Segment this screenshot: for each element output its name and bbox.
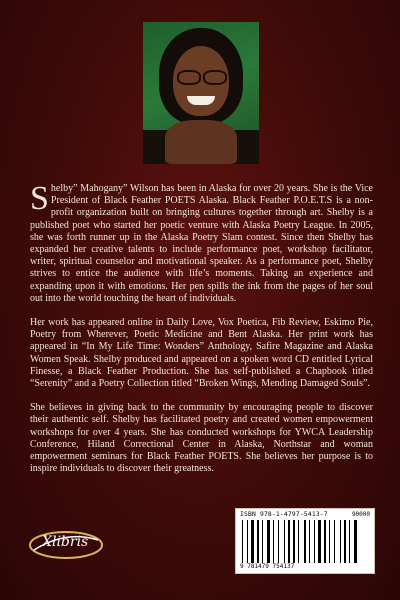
barcode-stripe	[349, 520, 350, 563]
barcode-stripe	[251, 520, 254, 563]
barcode-stripe	[329, 520, 330, 563]
barcode-stripe	[314, 520, 315, 563]
barcode-bars	[242, 520, 368, 563]
drop-cap: S	[30, 180, 49, 217]
barcode-stripe	[267, 520, 270, 563]
author-bio	[30, 180, 373, 487]
photo-hands	[165, 120, 237, 164]
isbn-text: ISBN 978-1-4797-5413-7	[240, 511, 328, 518]
bio-paragraph-1	[30, 180, 373, 305]
barcode-stripe	[334, 520, 335, 563]
barcode	[235, 508, 375, 574]
publisher-name: Xlibris	[42, 534, 89, 550]
barcode-stripe	[278, 520, 279, 563]
barcode-stripe	[247, 520, 248, 563]
barcode-stripe	[304, 520, 306, 563]
barcode-stripe	[318, 520, 321, 563]
publisher-logo	[28, 528, 104, 562]
barcode-stripe	[309, 520, 310, 563]
barcode-stripe	[284, 520, 285, 563]
barcode-stripe	[293, 520, 295, 563]
photo-glasses	[175, 70, 227, 82]
barcode-stripe	[344, 520, 346, 563]
bio-text-1: helby” Mahogany” Wilson has been in Alaska for over 20 years. She is the Vice President of Black Feather POETS Alaska. Black Feather P.O.E.T.S is a non-profit organization built on bringing cultures together through art. Shelby is a published poet who started her poetic venture with Alaska Poetry League. In 2005, she was forth runner up in the Alaska Poetry Slam contest. Since then Shelby has expanded her creative talents to include performance poet, workshop facilitator, writer, spiritual counselor and motivational speaker. As a performance poet, Shelby strives to entice the audience with life’s moments. Taking an experience and expanding upon it with emotions. Her pen spills the ink from the pages of her soul out into the world touching the heart of individuals.	[30, 183, 373, 304]
barcode-stripe	[257, 520, 259, 563]
ean-number: 9 781479 754137	[240, 563, 295, 570]
barcode-stripe	[262, 520, 263, 563]
barcode-stripe	[242, 520, 243, 563]
bio-paragraph-2: Her work has appeared online in Daily Love, Vox Poetica, Fib Review, Eskimo Pie, Poetry from Wherever, Poetic Medicine and Bent Alaska. Her print work has appeared in “In My Life Time: Wonders” Anthology, Safire Magazine and Alaska Women Speak. Shelby produced and appeared on a spoken word CD entitled Lyrical Finesse, a Black Feather Production. She has self-published a Chapbook titled “Serenity” and a Poetry Collection titled “Broken Wings, Mending Damaged Souls”.	[30, 317, 373, 390]
barcode-stripe	[340, 520, 341, 563]
barcode-stripe	[354, 520, 357, 563]
author-photo	[143, 22, 259, 164]
barcode-stripe	[324, 520, 326, 563]
barcode-stripe	[273, 520, 274, 563]
barcode-stripe	[288, 520, 290, 563]
bio-paragraph-3: She believes in giving back to the community by encouraging people to discover their authentic self. Shelby has facilitated poetry and created women empowerment workshops for over 4 years. She has conducted workshops for YWCA Leadership Conference, Hiland Correctional Center in Alaska, Northstar and woman empowerment seminars for Black Feather POETS. She believes her purpose is to inspire individuals to discover their greatness.	[30, 402, 373, 475]
price-code: 90000	[351, 511, 370, 518]
barcode-stripe	[298, 520, 299, 563]
